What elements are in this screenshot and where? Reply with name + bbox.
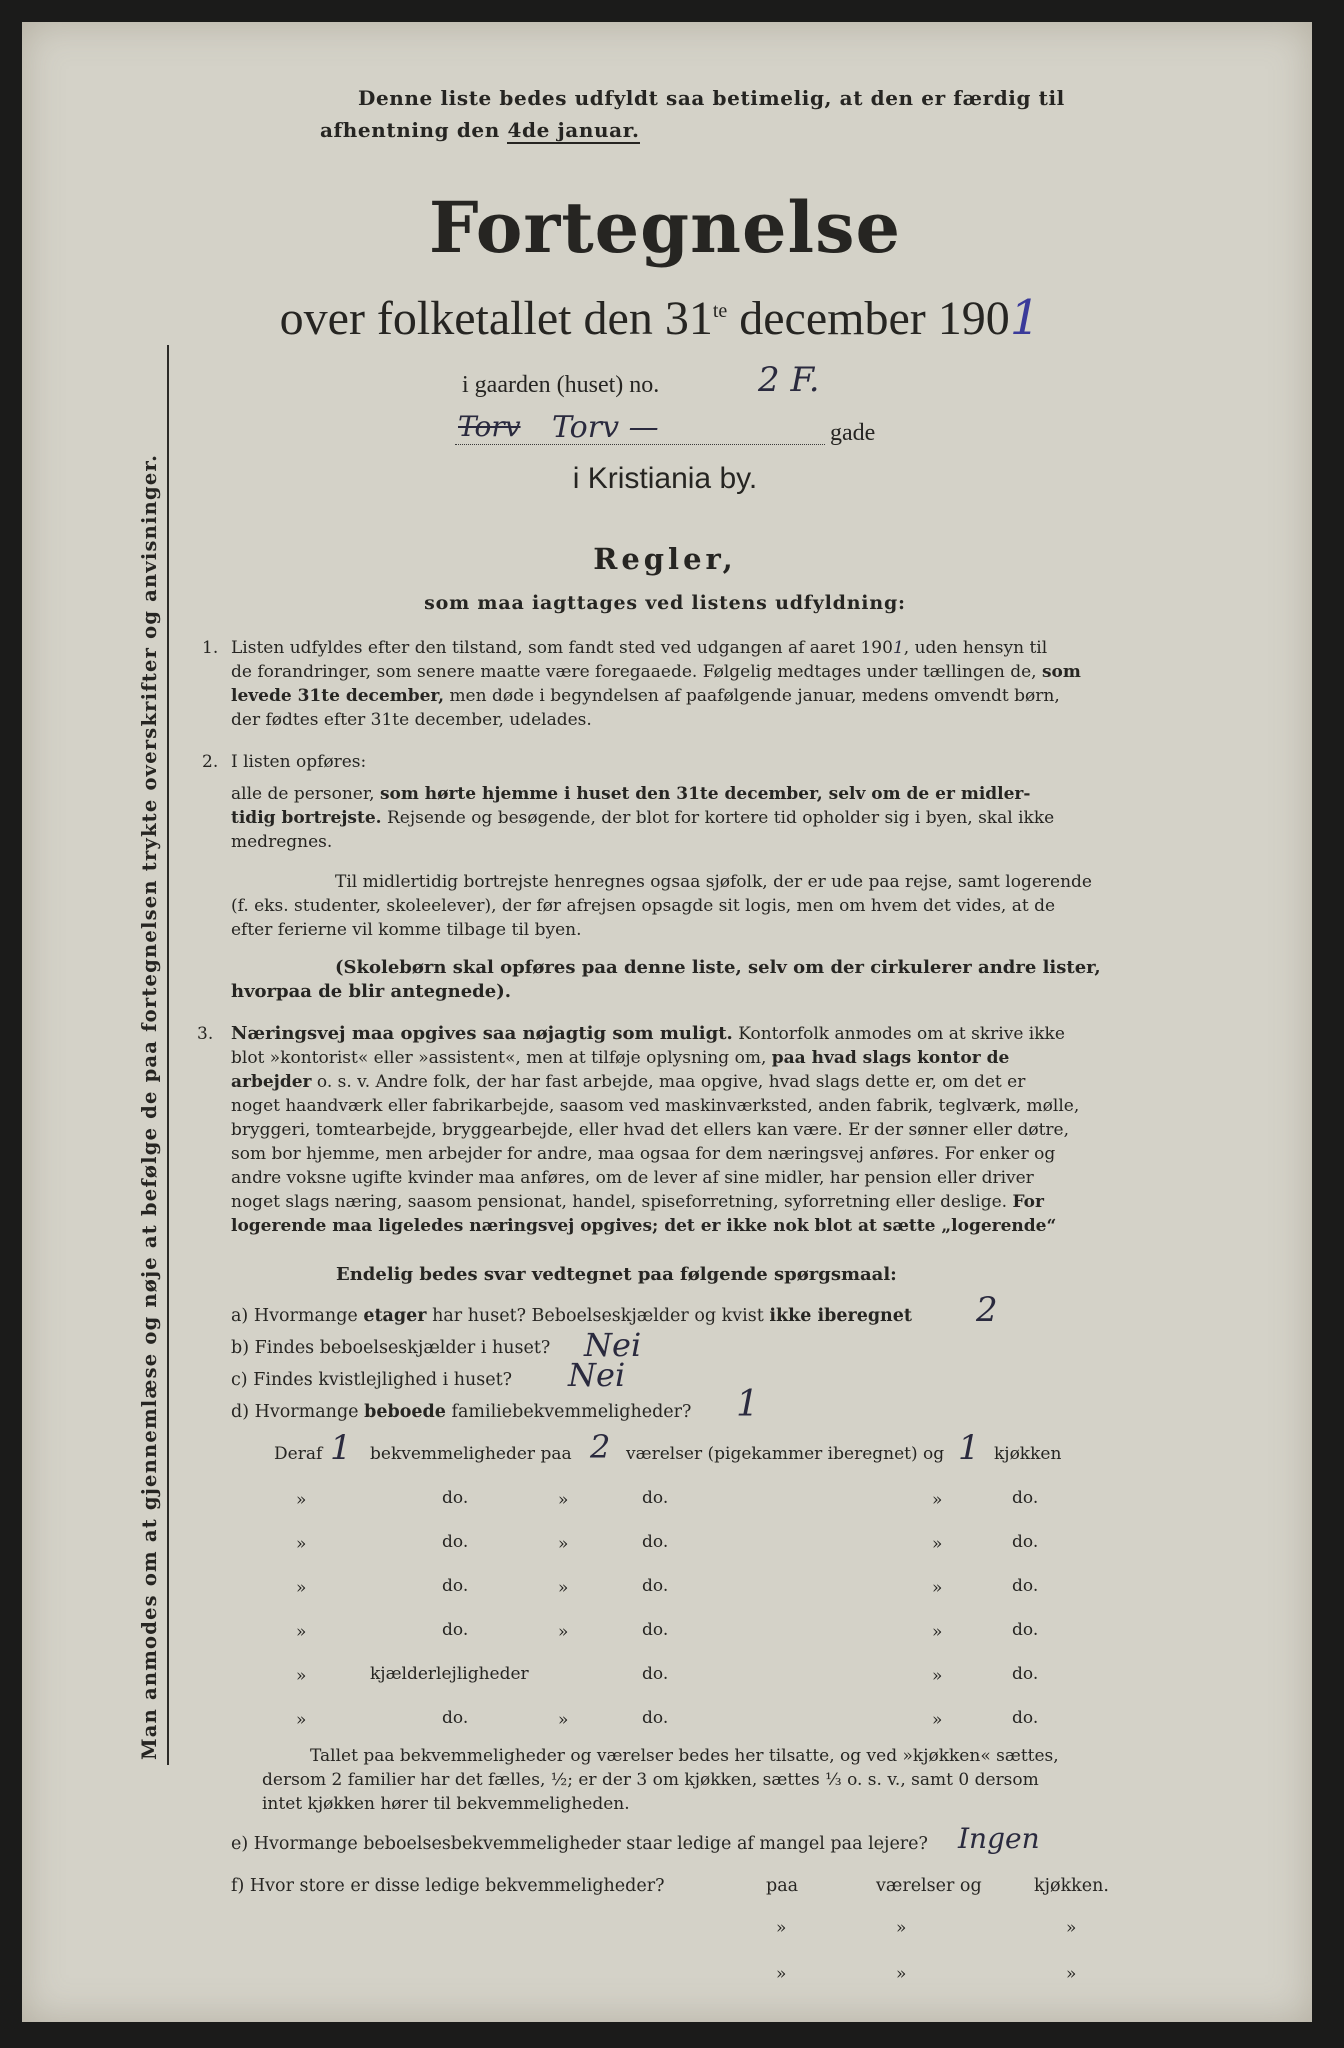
rule-2: alle de personer, som hørte hjemme i huset den 31te december, selv om de er midler- tidig bortrejste. Rejsende og besøgende, der blot for kortere tid opholder sig i byen, skal ikke medregnes. bbox=[231, 784, 1055, 852]
answer-b-handwritten: Nei bbox=[584, 1326, 642, 1364]
question-a: a) Hvormange etager har huset? Beboelseskjælder og kvist ikke iberegnet bbox=[231, 1306, 913, 1326]
deraf-kitchen-handwritten: 1 bbox=[958, 1428, 980, 1468]
pickup-date: 4de januar. bbox=[507, 118, 640, 142]
street-handwritten: Torv — bbox=[552, 410, 659, 445]
rule-2-number: 2. bbox=[202, 752, 219, 772]
street-struck-handwritten: Torv bbox=[458, 410, 521, 443]
rule-1-number: 1. bbox=[202, 638, 219, 658]
sidebar-rule bbox=[167, 345, 169, 1765]
deraf-label: Deraf bbox=[274, 1444, 323, 1464]
page-title: Fortegnelse bbox=[428, 186, 902, 269]
deraf-rooms-handwritten: 2 bbox=[590, 1428, 611, 1466]
f-vaer: værelser og bbox=[876, 1876, 982, 1896]
deraf-bekv-label: bekvemmeligheder paa bbox=[370, 1444, 572, 1464]
deraf-kjokken-label: kjøkken bbox=[994, 1444, 1062, 1464]
question-f: f) Hvor store er disse ledige bekvemmeligheder? bbox=[231, 1876, 665, 1896]
rule-1: Listen udfyldes efter den tilstand, som fandt sted ved udgangen af aaret 1901, uden hensyn til de forandringer, som senere maatte være foregaaede. Følgelig medtages under tællingen de, som levede 31te december, men døde i begyndelsen af paafølgende januar, medens omvendt børn, der fødtes efter 31te december, udelades. bbox=[231, 638, 1081, 730]
questions-intro: Endelig bedes svar vedtegnet paa følgende spørgsmaal: bbox=[336, 1264, 897, 1285]
subtitle: over folketallet den $31^{te}$ december 1901 bbox=[279, 290, 1041, 346]
deraf-vaer-label: værelser (pigekammer iberegnet) og bbox=[626, 1444, 945, 1464]
answer-a-handwritten: 2 bbox=[976, 1290, 998, 1330]
rule-2-paragraph-2: Til midlertidig bortrejste henregnes ogsaa sjøfolk, der er ude paa rejse, samt logerende (f. eks. studenter, skoleelever), der før afrejsen opsagde sit logis, men om hvem det vides, at de efter ferierne vil komme tilbage til byen. bbox=[231, 872, 1092, 940]
answer-c-handwritten: Nei bbox=[568, 1356, 626, 1394]
answer-d-handwritten: 1 bbox=[736, 1384, 759, 1425]
rule-3-number: 3. bbox=[197, 1024, 214, 1044]
f-paa: paa bbox=[766, 1876, 799, 1896]
note-paragraph: Tallet paa bekvemmeligheder og værelser bedes her tilsatte, og ved »kjøkken« sættes, dersom 2 familier har det fælles, ½; er der 3 om kjøkken, sættes ⅓ o. s. v., samt 0 dersom intet kjøkken hører til bekvemmeligheden. bbox=[262, 1746, 1059, 1814]
deraf-count-handwritten: 1 bbox=[330, 1428, 352, 1468]
house-number-handwritten: 2 F. bbox=[758, 360, 820, 400]
rules-subheading: som maa iagttages ved listens udfyldning: bbox=[424, 592, 906, 614]
question-e: e) Hvormange beboelsesbekvemmeligheder staar ledige af mangel paa lejere? bbox=[231, 1834, 928, 1854]
rules-heading: Regler, bbox=[593, 542, 737, 576]
notice-line-1: Denne liste bedes udfyldt saa betimelig, at den er færdig til bbox=[358, 86, 1065, 110]
street-suffix: gade bbox=[830, 420, 876, 446]
question-b: b) Findes beboelseskjælder i huset? bbox=[231, 1338, 551, 1358]
street-dotted-line bbox=[455, 444, 825, 445]
sidebar-instruction: Man anmodes om at gjennemlæse og nøje at befølge de paa fortegnelsen trykte overskrifter og anvisninger. bbox=[138, 453, 161, 1760]
rule-2-intro: I listen opføres: bbox=[231, 752, 367, 772]
rule-2-paragraph-3: (Skolebørn skal opføres paa denne liste, selv om der cirkulerer andre lister, hvorpaa de blir antegnede). bbox=[231, 957, 1101, 1002]
question-c: c) Findes kvistlejlighed i huset? bbox=[231, 1370, 513, 1390]
gaarden-label: i gaarden (huset) no. bbox=[462, 372, 660, 398]
question-d: d) Hvormange beboede familiebekvemmeligheder? bbox=[231, 1402, 692, 1422]
f-kjokken: kjøkken. bbox=[1034, 1876, 1109, 1896]
rule-3: Næringsvej maa opgives saa nøjagtig som muligt. Kontorfolk anmodes om at skrive ikke blot »kontorist« eller »assistent«, men at tilføje oplysning om, paa hvad slags kontor de arbejder o. s. v. Andre folk, der har fast arbejde, maa opgive, hvad slags dette er, om det er noget haandværk eller fabrikarbejde, saasom ved maskinværksted, anden fabrik, teglværk, mølle, bryggeri, tomtearbejde, bryggearbejde, eller hvad det ellers kan være. Er der sønner eller døtre, som bor hjemme, men arbejder for andre, maa ogsaa for dem næringsvej anføres. For enker og andre voksne ugifte kvinder maa anføres, om de lever af sine midler, har pension eller driver noget slags næring, saasom pensionat, handel, spiseforretning, syforretning eller deslige. For logerende maa ligeledes næringsvej opgives; det er ikke nok blot at sætte „logerende“ bbox=[231, 1023, 1080, 1236]
year-handwritten: 1 bbox=[1009, 290, 1041, 346]
notice-line-2: afhentning den 4de januar. bbox=[320, 118, 640, 142]
city: i Kristiania by. bbox=[572, 462, 758, 495]
answer-e-handwritten: Ingen bbox=[958, 1822, 1040, 1855]
